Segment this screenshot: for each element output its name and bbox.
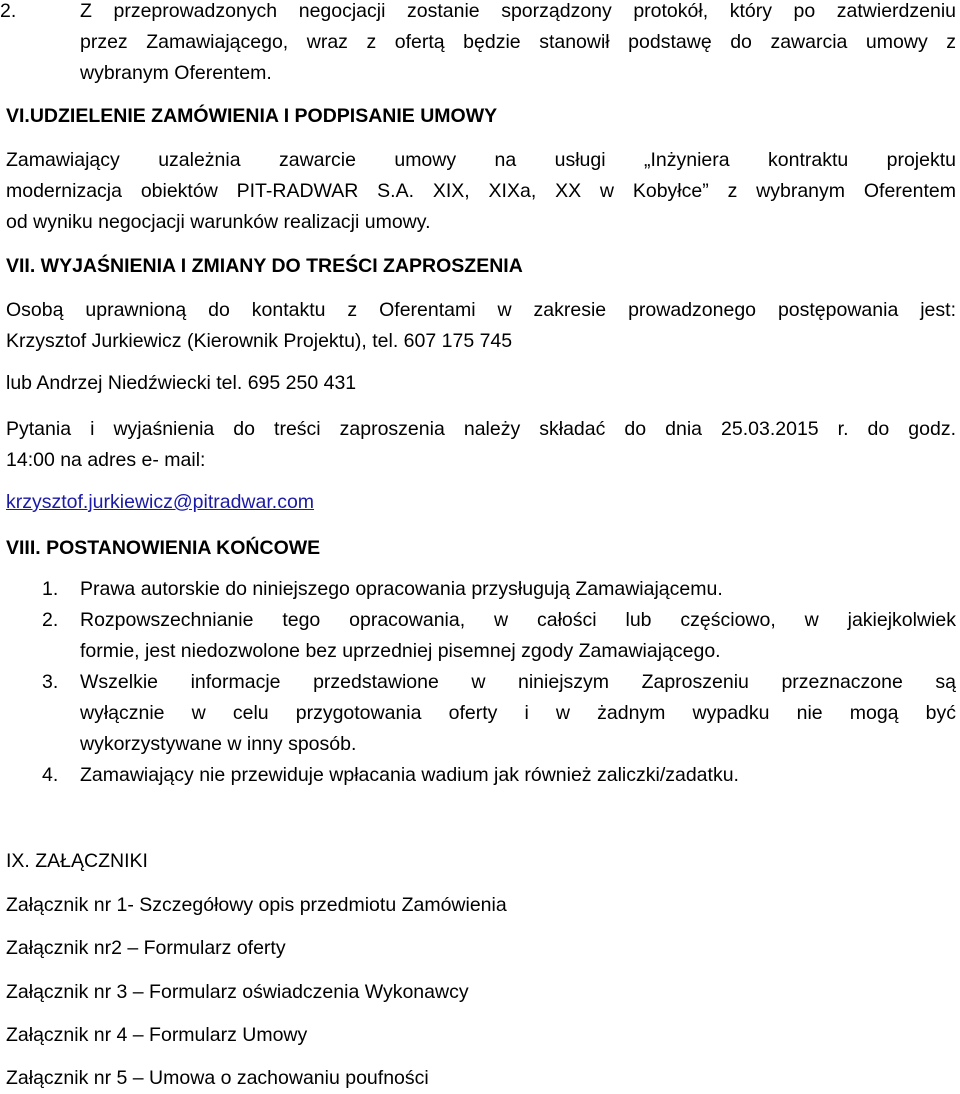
contact-line-2: Krzysztof Jurkiewicz (Kierownik Projektu), tel. 607 175 745	[6, 330, 513, 352]
email-link[interactable]: krzysztof.jurkiewicz@pitradwar.com	[6, 491, 315, 513]
section-ix-heading: IX. ZAŁĄCZNIKI	[6, 850, 148, 872]
list-item-line: Wszelkie informacje przedstawione w niniejszym Zaproszeniu przeznaczone są	[80, 671, 956, 693]
attachment-item: Załącznik nr 5 – Umowa o zachowaniu poufności	[6, 1067, 429, 1089]
list-item-number: 3.	[42, 671, 59, 693]
list-item	[6, 605, 956, 667]
list-item-line: Zamawiający nie przewiduje wpłacania wadium jak również zaliczki/zadatku.	[80, 764, 739, 786]
email-row	[6, 487, 956, 518]
section-viii-list	[6, 574, 956, 791]
section-vi-line-3: od wyniku negocjacji warunków realizacji umowy.	[6, 211, 431, 233]
section-vi-heading: VI.UDZIELENIE ZAMÓWIENIA I PODPISANIE UMOWY	[6, 105, 498, 127]
intro-line-2: przez Zamawiającego, wraz z ofertą będzie stanowił podstawę do zawarcia umowy z	[80, 31, 956, 53]
list-item-number: 1.	[42, 578, 59, 600]
list-item-line: wykorzystywane w inny sposób.	[80, 733, 357, 755]
questions-paragraph	[6, 414, 956, 476]
section-vii-contact	[6, 295, 956, 357]
section-vii-heading: VII. WYJAŚNIENIA I ZMIANY DO TREŚCI ZAPROSZENIA	[6, 255, 523, 277]
list-item	[6, 574, 956, 605]
attachment-item: Załącznik nr 3 – Formularz oświadczenia Wykonawcy	[6, 981, 469, 1003]
list-item-number: 4.	[42, 764, 59, 786]
list-item-line: wyłącznie w celu przygotowania oferty i w żadnym wypadku nie mogą być	[80, 702, 956, 724]
questions-line-1: Pytania i wyjaśnienia do treści zaproszenia należy składać do dnia 25.03.2015 r. do godz.	[6, 418, 956, 440]
list-item	[6, 760, 956, 791]
list-item-number: 2.	[42, 609, 59, 631]
intro-list-item	[0, 0, 956, 89]
section-viii-heading: VIII. POSTANOWIENIA KOŃCOWE	[6, 537, 321, 559]
questions-line-2: 14:00 na adres e- mail:	[6, 449, 206, 471]
intro-line-1: Z przeprowadzonych negocjacji zostanie sporządzony protokół, który po zatwierdzeniu	[80, 0, 956, 22]
section-vi-line-2: modernizacja obiektów PIT-RADWAR S.A. XIX, XIXa, XX w Kobyłce” z wybranym Oferentem	[6, 180, 956, 202]
list-item-line: formie, jest niedozwolone bez uprzedniej pisemnej zgody Zamawiającego.	[80, 640, 721, 662]
attachment-item: Załącznik nr2 – Formularz oferty	[6, 937, 286, 959]
list-item-line: Prawa autorskie do niniejszego opracowania przysługują Zamawiającemu.	[80, 578, 723, 600]
list-item-number: 2.	[0, 0, 17, 22]
intro-line-3: wybranym Oferentem.	[80, 62, 272, 84]
contact-line-1: Osobą uprawnioną do kontaktu z Oferentami w zakresie prowadzonego postępowania jest:	[6, 299, 956, 321]
list-item-line: Rozpowszechnianie tego opracowania, w całości lub częściowo, w jakiejkolwiek	[80, 609, 956, 631]
attachment-item: Załącznik nr 4 – Formularz Umowy	[6, 1024, 308, 1046]
attachment-item: Załącznik nr 1- Szczegółowy opis przedmiotu Zamówienia	[6, 894, 507, 916]
list-item	[6, 667, 956, 760]
alt-contact: lub Andrzej Niedźwiecki tel. 695 250 431	[6, 372, 357, 394]
section-vi-line-1: Zamawiający uzależnia zawarcie umowy na usługi „Inżyniera kontraktu projektu	[6, 149, 956, 171]
section-vi-body	[6, 145, 956, 238]
